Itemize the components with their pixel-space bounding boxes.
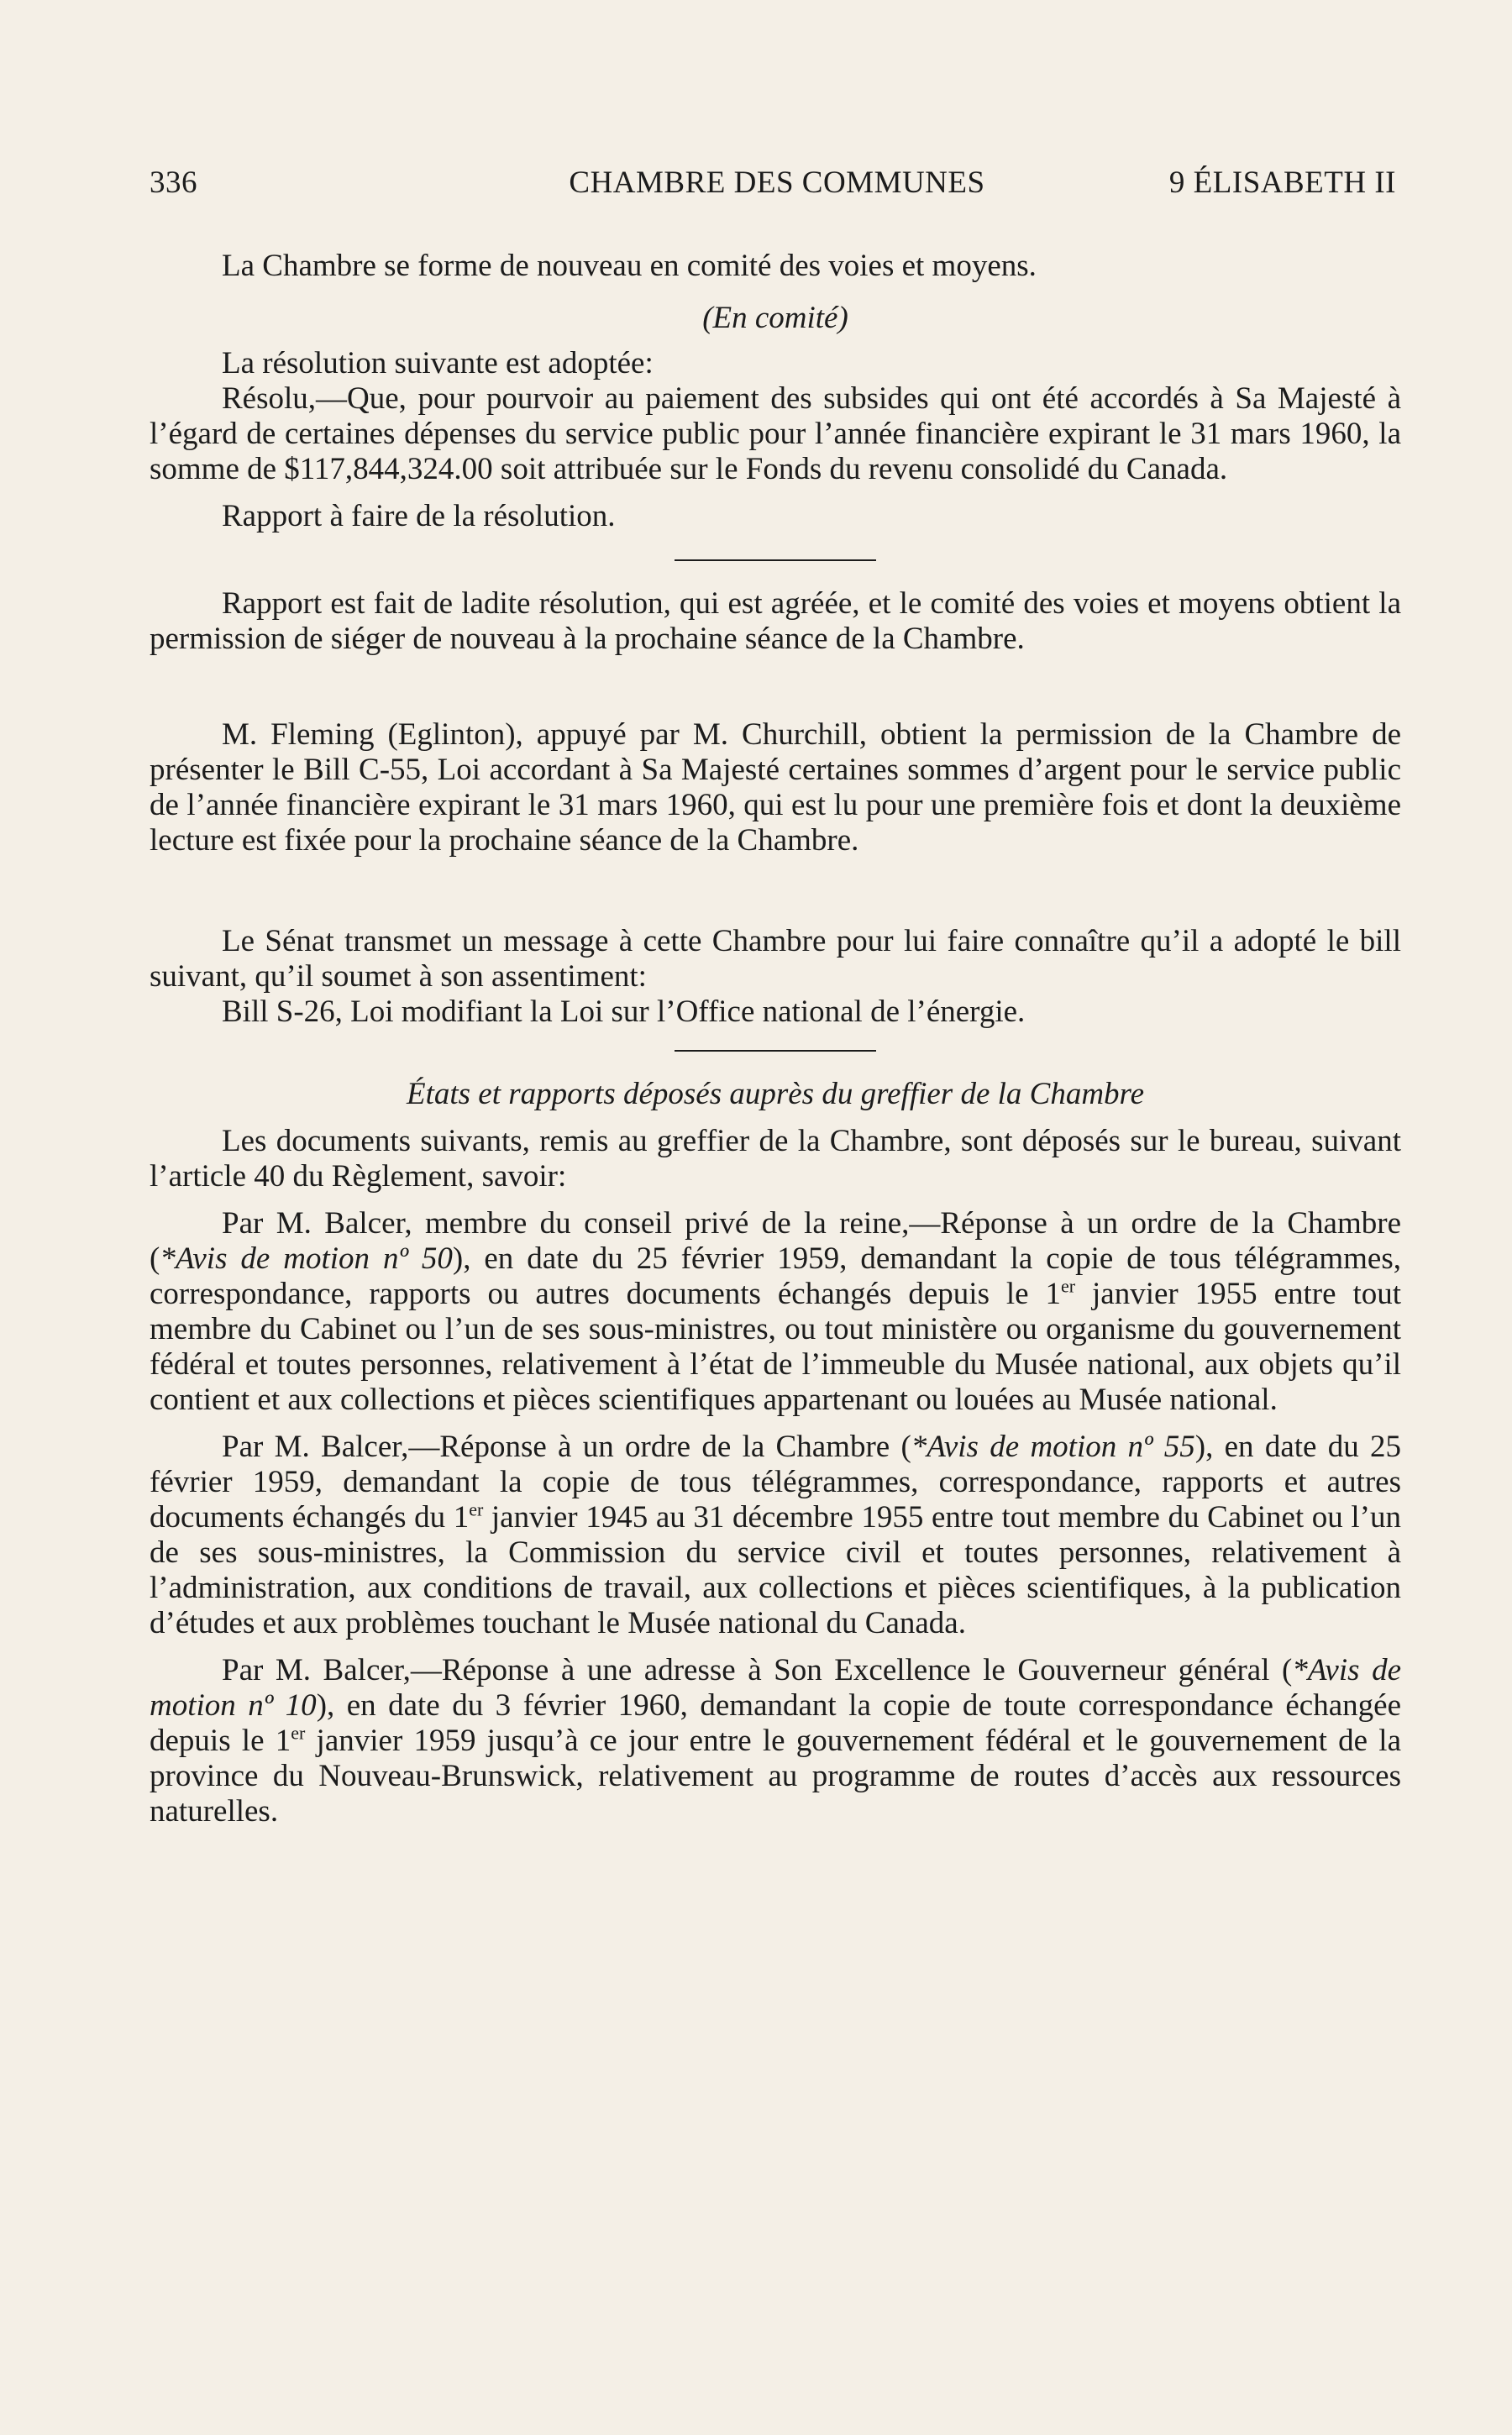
committee-heading: (En comité)	[702, 301, 848, 335]
section-divider	[675, 1050, 876, 1052]
running-title: CHAMBRE DES COMMUNES	[569, 165, 985, 200]
text-run: ), en date du 25 février 1959, demandant la copie de tous télégrammes, correspondance, rapports et autres documents échangés du 1	[150, 1430, 1402, 1535]
superscript: er	[1061, 1275, 1076, 1297]
paragraph: Les documents suivants, remis au greffier de la Chambre, sont déposés sur le bureau, suivant l’article 40 du Règlement, savoir:	[150, 1124, 1401, 1194]
paragraph: Rapport est fait de ladite résolution, qui est agréée, et le comité des voies et moyens obtient la permission de siéger de nouveau à la prochaine séance de la Chambre.	[150, 586, 1401, 656]
text-run: ), en date du 3 février 1960, demandant la copie de toute correspondance échangée depuis le 1	[150, 1688, 1401, 1758]
paragraph: Rapport à faire de la résolution.	[222, 499, 616, 533]
resolution-paragraph: Résolu,—Que, pour pourvoir au paiement des subsides qui ont été accordés à Sa Majesté à l’égard de certaines dépenses du service public pour l’année financière expirant le 31 mars 1960, la somme de $117,844,324.00 soit attribuée sur le Fonds du revenu consolidé du Canada.	[150, 381, 1401, 486]
text-run: janvier 1959 jusqu’à ce jour entre le gouvernement fédéral et le gouvernement de la province du Nouveau-Brunswick, relativement au programme de routes d’accès aux ressources naturelles.	[150, 1724, 1401, 1829]
motion-reference: *Avis de motion nº 50	[160, 1241, 453, 1276]
section-divider	[675, 559, 876, 561]
return-paragraph	[150, 1430, 1401, 1641]
paragraph: La Chambre se forme de nouveau en comité des voies et moyens.	[222, 249, 1037, 283]
text-run: ), en date du 25 février 1959, demandant la copie de tous télégrammes, correspondance, rapports ou autres documents échangés depuis le 1	[150, 1241, 1401, 1311]
text-run: Par M. Balcer,—Réponse à une adresse à Son Excellence le Gouverneur général (	[222, 1653, 1293, 1687]
superscript: er	[291, 1722, 306, 1744]
text-run: janvier 1955 entre tout membre du Cabinet ou l’un de ses sous-ministres, ou tout ministère ou organisme du gouvernement fédéral et toutes personnes, relativement à l’état de l’immeuble du Musée national, aux objets qu’il contient et aux collections et pièces scientifiques appartenant ou louées au Musée national.	[150, 1277, 1402, 1417]
section-title: États et rapports déposés auprès du greffier de la Chambre	[406, 1077, 1144, 1111]
bill-item: Bill S-26, Loi modifiant la Loi sur l’Office national de l’énergie.	[222, 994, 1026, 1029]
page-number: 336	[150, 165, 197, 200]
superscript: er	[469, 1498, 484, 1520]
page-body	[150, 249, 1401, 1829]
reign-year: 9 ÉLISABETH II	[1168, 165, 1396, 200]
motion-reference: *Avis de motion nº 55	[911, 1430, 1195, 1464]
text-run: janvier 1945 au 31 décembre 1955 entre tout membre du Cabinet ou l’un de ses sous-ministres, la Commission du service civil et toutes personnes, relativement à l’administration, aux conditions de travail, aux collections et pièces scientifiques, à la publication d’études et aux problèmes touchant le Musée national du Canada.	[150, 1500, 1401, 1640]
bill-paragraph: M. Fleming (Eglinton), appuyé par M. Churchill, obtient la permission de la Chambre de présenter le Bill C-55, Loi accordant à Sa Majesté certaines sommes d’argent pour le service public de l’année financière expirant le 31 mars 1960, qui est lu pour une première fois et dont la deuxième lecture est fixée pour la prochaine séance de la Chambre.	[150, 717, 1401, 858]
return-paragraph	[150, 1653, 1401, 1829]
return-paragraph	[150, 1206, 1401, 1418]
motion-reference: *Avis de motion nº 10	[150, 1653, 1401, 1723]
senate-message-paragraph: Le Sénat transmet un message à cette Chambre pour lui faire connaître qu’il a adopté le bill suivant, qu’il soumet à son assentiment:	[150, 924, 1401, 994]
text-run: Par M. Balcer,—Réponse à un ordre de la Chambre (	[222, 1430, 911, 1464]
paragraph: La résolution suivante est adoptée:	[222, 346, 654, 380]
text-run: Par M. Balcer, membre du conseil privé de la reine,—Réponse à un ordre de la Chambre (	[150, 1206, 1401, 1276]
